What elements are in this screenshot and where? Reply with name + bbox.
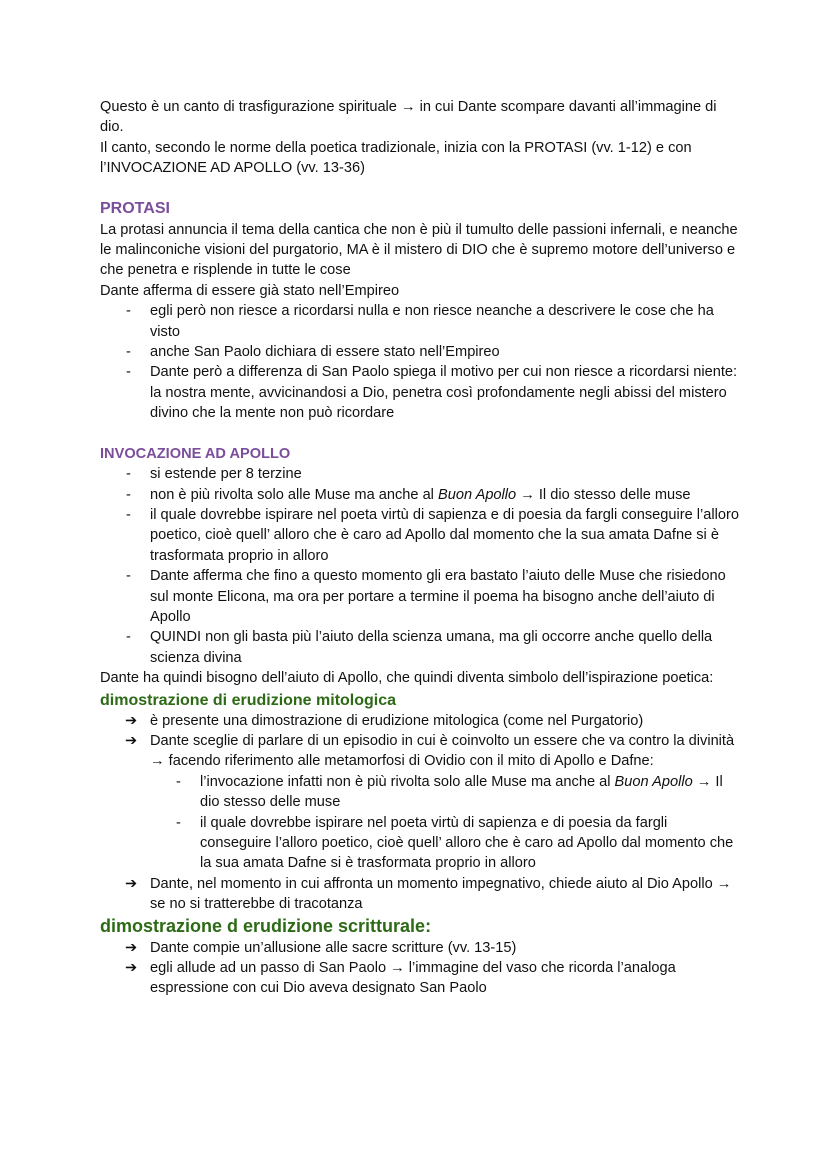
- list-item: ➔ Dante, nel momento in cui affronta un momento impegnativo, chiede aiuto al Dio Apollo → se no si tratterebbe di tracotanza: [125, 875, 732, 913]
- intro-paragraph-1: Questo è un canto di trasfigurazione spirituale → in cui Dante scompare davanti all’immagine di dio.: [100, 99, 717, 136]
- arrow-bullet-icon: ➔: [125, 960, 138, 977]
- document-page: [100, 97, 740, 999]
- list-item: - Dante afferma che fino a questo momento gli era bastato l’aiuto delle Muse che risiedono sul monte Elicona, ma ora per portare a termine il poema ha bisogno anche dell’aiuto di Apollo: [100, 566, 740, 627]
- list-item: ➔ è presente una dimostrazione di erudizione mitologica (come nel Purgatorio): [100, 711, 740, 731]
- protasi-heading: PROTASI: [100, 199, 170, 217]
- list-item: ➔ Dante sceglie di parlare di un episodio in cui è coinvolto un essere che va contro la divinità → facendo riferimento alle metamorfosi di Ovidio con il mito di Apollo e Dafne: - l’invocazione infatti non è più rivolta solo alle Muse ma anche al Buon Apollo → Il dio stesso delle muse - il quale dovrebbe ispirare nel poeta virtù di sapienza e di poesia da fargli conseguire l’alloro poetico, cioè quell’ alloro che è caro ad Apollo dal momento che la sua amata Dafne si è trasformata proprio in alloro: [100, 731, 740, 874]
- protasi-empireo-line: Dante afferma di essere già stato nell’Empireo: [100, 282, 400, 299]
- list-item: - il quale dovrebbe ispirare nel poeta virtù di sapienza e di poesia da fargli conseguire l’alloro poetico, cioè quell’ alloro che è caro ad Apollo dal momento che la sua amata Dafne si è trasformata proprio in alloro: [100, 505, 740, 566]
- list-item: ➔ Dante compie un’allusione alle sacre scritture (vv. 13-15): [100, 938, 740, 958]
- scritturale-heading: dimostrazione d erudizione scritturale:: [100, 915, 432, 936]
- arrow-bullet-icon: ➔: [125, 939, 138, 956]
- invocazione-summary: Dante ha quindi bisogno dell’aiuto di Apollo, che quindi diventa simbolo dell’ispirazione poetica:: [100, 670, 714, 687]
- invocazione-heading: INVOCAZIONE AD APOLLO: [100, 445, 291, 462]
- invocazione-list: [100, 464, 740, 668]
- list-item: - si estende per 8 terzine: [100, 464, 740, 484]
- mitologica-sublist: [100, 772, 740, 874]
- list-item: - Dante però a differenza di San Paolo spiega il motivo per cui non riesce a ricordarsi niente: la nostra mente, avvicinandosi a Dio, penetra così profondamente negli abissi del mistero divino che la mente non può ricordare: [100, 362, 740, 423]
- list-item: - il quale dovrebbe ispirare nel poeta virtù di sapienza e di poesia da fargli conseguire l’alloro poetico, cioè quell’ alloro che è caro ad Apollo dal momento che la sua amata Dafne si è trasformata proprio in alloro: [100, 813, 740, 874]
- buon-apollo-emphasis: Buon Apollo: [614, 773, 693, 790]
- list-item: - l’invocazione infatti non è più rivolta solo alle Muse ma anche al Buon Apollo → Il dio stesso delle muse: [100, 772, 740, 813]
- protasi-list: [100, 301, 740, 423]
- list-item: - egli però non riesce a ricordarsi nulla e non riesce neanche a descrivere le cose che ha visto: [100, 301, 740, 342]
- intro-paragraph-2: Il canto, secondo le norme della poetica tradizionale, inizia con la PROTASI (vv. 1-12) e con l’INVOCAZIONE AD APOLLO (vv. 13-36): [100, 139, 692, 177]
- scritturale-list: [100, 938, 740, 999]
- arrow-bullet-icon: ➔: [125, 875, 138, 892]
- list-item: - non è più rivolta solo alle Muse ma anche al Buon Apollo → Il dio stesso delle muse: [100, 485, 740, 505]
- mitologica-heading: dimostrazione di erudizione mitologica: [100, 691, 397, 709]
- arrow-bullet-icon: ➔: [125, 732, 138, 749]
- arrow-bullet-icon: ➔: [125, 712, 138, 729]
- mitologica-list: [100, 711, 740, 915]
- list-item: ➔ egli allude ad un passo di San Paolo → l’immagine del vaso che ricorda l’analoga espressione con cui Dio aveva designato San Paolo: [125, 960, 676, 997]
- list-item: - anche San Paolo dichiara di essere stato nell’Empireo: [100, 342, 740, 362]
- protasi-paragraph: La protasi annuncia il tema della cantica che non è più il tumulto delle passioni infernali, e neanche le malinconiche visioni del purgatorio, MA è il mistero di DIO che è supremo motore dell’universo e che penetra e risplende in tutte le cose: [100, 221, 738, 279]
- list-item: - QUINDI non gli basta più l’aiuto della scienza umana, ma gli occorre anche quello della scienza divina: [100, 627, 740, 668]
- buon-apollo-emphasis: Buon Apollo: [437, 486, 517, 503]
